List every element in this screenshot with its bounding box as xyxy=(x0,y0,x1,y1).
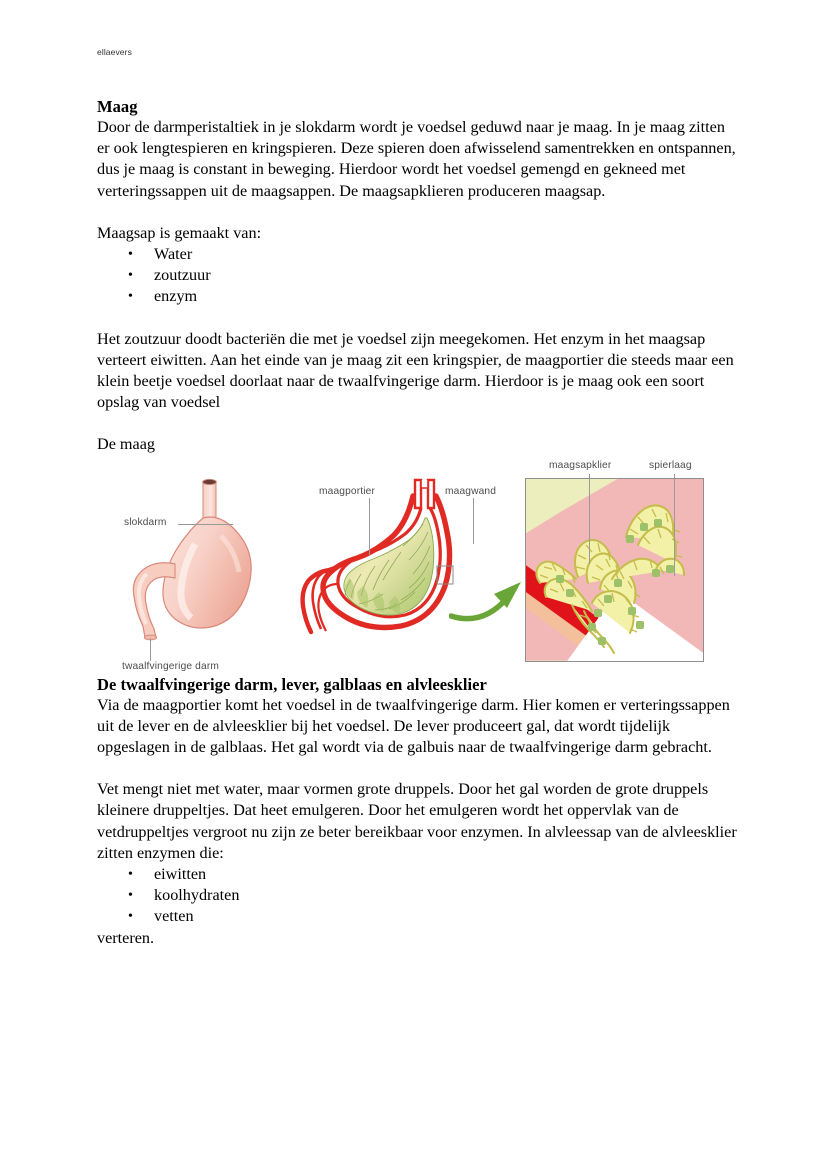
figure-label-maagwand: maagwand xyxy=(445,485,497,497)
header-spacer xyxy=(97,58,737,96)
figure-caption-de-maag: De maag xyxy=(97,435,155,454)
document-content xyxy=(97,46,737,949)
figure-label-twaalfvingerige-darm: twaalfvingerige darm xyxy=(122,660,219,672)
list-alvleessap-enzymen xyxy=(97,864,737,928)
paragraph-spacer xyxy=(97,308,737,329)
figure-label-maagportier: maagportier xyxy=(319,485,376,497)
paragraph-emulgeren: Vet mengt niet met water, maar vormen grote druppels. Door het gal worden de grote druppels kleinere druppeltjes. Dat heet emulgeren. Door het emulgeren wordt het oppervlak van de vetdruppeltjes vergroot nu zijn ze beter bereikbaar voor enzymen. In alvleessap van de alvleesklier zitten enzymen die: xyxy=(97,780,737,862)
paragraph-zoutzuur: Het zoutzuur doodt bacteriën die met je voedsel zijn meegekomen. Het enzym in het maagsap verteert eiwitten. Aan het einde van je maag zit een kringspier, de maagportier die steeds maar een klein beetje voedsel doorlaat naar de twaalfvingerige darm. Hierdoor is je maag ook een soort opslag van voedsel xyxy=(97,329,734,412)
document-header-name: ellaevers xyxy=(97,47,132,57)
zoom-arrow-icon xyxy=(449,576,535,624)
section-heading-maag: Maag xyxy=(97,97,138,116)
leader-line-maagsapklier xyxy=(589,474,590,564)
paragraph-maag-intro: Door de darmperistaltiek in je slokdarm wordt je voedsel geduwd naar je maag. In je maag zitten er ook lengtespieren en kringspieren. Deze spieren doen afwisselend samentrekken en ontspannen, dus je maag is constant in beweging. Hierdoor wordt het voedsel gemengd en gekneed met verteringssappen uit de maagsappen. De maagsapklieren produceren maagsap. xyxy=(97,118,736,200)
figure-label-spierlaag: spierlaag xyxy=(649,459,692,471)
leader-line-spierlaag xyxy=(674,474,675,576)
figure-label-maagsapklier: maagsapklier xyxy=(549,459,612,471)
gastric-glands-drawing xyxy=(526,479,703,661)
list-item: • koolhydraten xyxy=(97,885,737,906)
paragraph-spacer xyxy=(97,413,737,434)
stomach-wall-zoom-panel xyxy=(525,478,704,662)
stomach-whole-illustration xyxy=(117,474,282,649)
paragraph-closing-verteren: verteren. xyxy=(97,928,155,947)
list-item: • vetten xyxy=(97,906,737,927)
list-item: • eiwitten xyxy=(97,864,737,885)
stomach-crosssection-illustration xyxy=(297,474,487,654)
stomach-anatomy-figure xyxy=(97,456,737,674)
list-maagsap-ingredients xyxy=(97,244,737,308)
leader-line-maagportier xyxy=(369,498,370,555)
paragraph-galblaas: Via de maagportier komt het voedsel in de twaalfvingerige darm. Hier komen er verteringssappen uit de lever en de alvleesklier bij het voedsel. De lever produceert gal, dat wordt tijdelijk opgeslagen in de galblaas. Het gal wordt via de galbuis naar de twaalfvingerige darm gebracht. xyxy=(97,695,730,757)
list-item: • enzym xyxy=(97,286,737,307)
list-item: • Water xyxy=(97,244,737,265)
section-heading-twaalfvingerige-darm: De twaalfvingerige darm, lever, galblaas en alvleesklier xyxy=(97,674,487,694)
paragraph-spacer xyxy=(97,758,737,779)
leader-line-slokdarm xyxy=(178,524,233,525)
leader-line-twaalfvingerige-darm xyxy=(150,638,151,661)
leader-line-maagwand xyxy=(473,498,474,544)
figure-label-slokdarm: slokdarm xyxy=(124,516,167,528)
list-item: • zoutzuur xyxy=(97,265,737,286)
list-intro-maagsap: Maagsap is gemaakt van: xyxy=(97,223,262,242)
paragraph-spacer xyxy=(97,202,737,223)
